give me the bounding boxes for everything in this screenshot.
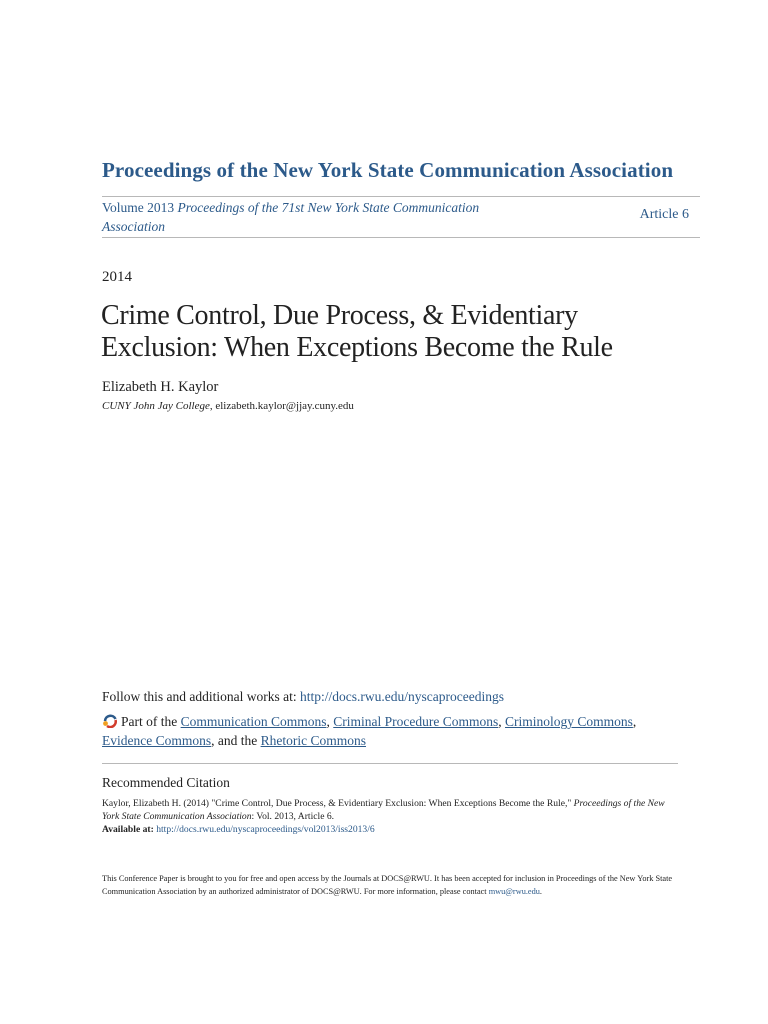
volume-link[interactable] [102, 198, 522, 236]
follow-label: Follow this and additional works at: [102, 689, 300, 704]
follow-url-link[interactable]: http://docs.rwu.edu/nyscaproceedings [300, 689, 504, 704]
separator: , and the [211, 733, 261, 748]
criminal-procedure-commons-link[interactable]: Criminal Procedure Commons [333, 714, 499, 729]
header-bottom-rule [102, 237, 700, 238]
author-name: Elizabeth H. Kaylor [102, 379, 219, 395]
citation-url-link[interactable]: http://docs.rwu.edu/nyscaproceedings/vol2013/iss2013/6 [156, 824, 375, 835]
separator: , [326, 714, 334, 729]
citation-prefix: Kaylor, Elizabeth H. (2014) "Crime Control, Due Process, & Evidentiary Exclusion: When Exceptions Become the Rule," [102, 798, 574, 809]
communication-commons-link[interactable]: Communication Commons [180, 714, 327, 729]
volume-proceedings-title: Proceedings of the 71st New York State Communication Association [102, 200, 480, 234]
access-footnote [102, 872, 682, 898]
volume-number: Volume 2013 [102, 200, 175, 215]
part-of-label: Part of the [121, 714, 181, 729]
author-email: , elizabeth.kaylor@jjay.cuny.edu [209, 400, 354, 412]
bepress-network-icon [102, 713, 119, 728]
footnote-text: This Conference Paper is brought to you for free and open access by the Journals at DOCS@RWU. It has been accepted for inclusion in Proceedings of the New York State Communication Association by an authorized administrator of DOCS@RWU. For more information, please contact [102, 874, 673, 896]
paper-title: Crime Control, Due Process, & Evidentiary Exclusion: When Exceptions Become the Rule [101, 300, 613, 363]
follow-line [102, 689, 504, 705]
criminology-commons-link[interactable]: Criminology Commons [505, 714, 633, 729]
journal-title[interactable]: Proceedings of the New York State Communication Association [102, 158, 674, 182]
evidence-commons-link[interactable]: Evidence Commons [102, 733, 212, 748]
footnote-end: . [539, 887, 542, 896]
contact-email-link[interactable]: mwu@rwu.edu [488, 887, 540, 896]
rhetoric-commons-link[interactable]: Rhetoric Commons [260, 733, 366, 748]
commons-list [102, 712, 682, 750]
citation-text [102, 797, 682, 836]
header-top-rule [102, 196, 700, 197]
publication-year: 2014 [102, 269, 132, 285]
author-affiliation [102, 400, 354, 412]
article-number-link[interactable]: Article 6 [639, 207, 689, 222]
recommended-citation-heading: Recommended Citation [102, 775, 230, 790]
separator: , [632, 714, 637, 729]
separator: , [498, 714, 505, 729]
available-at-label: Available at: [102, 824, 157, 835]
affiliation-name: CUNY John Jay College [102, 400, 210, 412]
citation-journal: Proceedings of the New York State Communication Association [102, 798, 665, 822]
citation-suffix: : Vol. 2013, Article 6. [251, 811, 335, 822]
citation-rule [102, 763, 678, 764]
